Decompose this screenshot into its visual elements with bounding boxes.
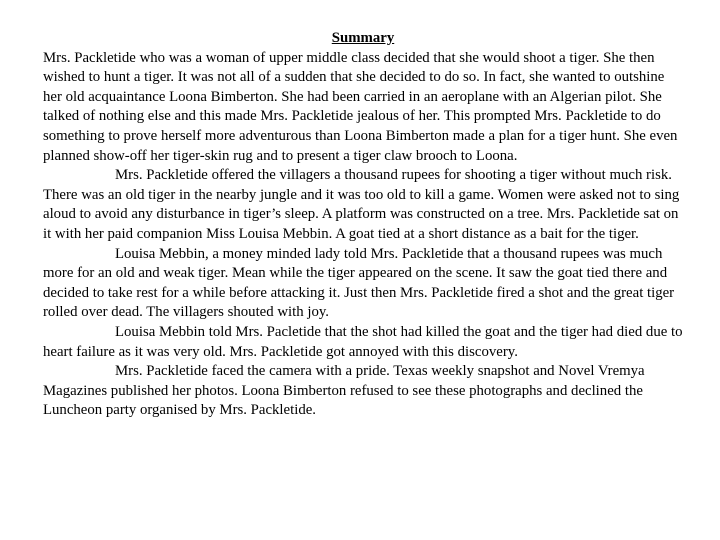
summary-content <box>43 29 683 421</box>
paragraph-5: Mrs. Packletide faced the camera with a pride. Texas weekly snapshot and Novel Vremya Magazines published her photos. Loona Bimberton refused to see these photographs and declined the Luncheon party organised by Mrs. Packletide. <box>43 363 645 419</box>
paragraph-4: Louisa Mebbin told Mrs. Pacletide that the shot had killed the goat and the tiger had died due to heart failure as it was very old. Mrs. Packletide got annoyed with this discovery. <box>43 323 683 360</box>
summary-heading: Summary <box>331 30 395 46</box>
paragraph-1: Mrs. Packletide who was a woman of upper middle class decided that she would shoot a tiger. She then wished to hunt a tiger. It was not all of a sudden that she decided to do so. In fact, she wanted to outshine her old acquaintance Loona Bimberton. She had been carried in an aeroplane with an Algerian pilot. She talked of nothing else and this made Mrs. Packletide jealous of her. This prompted Mrs. Packletide to do something to prove herself more adventurous than Loona Bimberton made a plan for a tiger hunt. She even planned show-off her tiger-skin rug and to present a tiger claw brooch to Loona. <box>43 49 678 164</box>
paragraph-3: Louisa Mebbin, a money minded lady told Mrs. Packletide that a thousand rupees was much more for an old and weak tiger. Mean while the tiger appeared on the scene. It saw the goat tied there and decided to take rest for a while before attacking it. Just then Mrs. Packletide fired a shot and the great tiger rolled over dead. The villagers shouted with joy. <box>43 245 675 321</box>
paragraph-2: Mrs. Packletide offered the villagers a thousand rupees for shooting a tiger without much risk. There was an old tiger in the nearby jungle and it was too old to kill a game. Women were asked not to sing aloud to avoid any disturbance in tiger’s sleep. A platform was constructed on a tree. Mrs. Packletide sat on it with her paid companion Miss Louisa Mebbin. A goat tied at a short distance as a bait for the tiger. <box>43 167 680 242</box>
